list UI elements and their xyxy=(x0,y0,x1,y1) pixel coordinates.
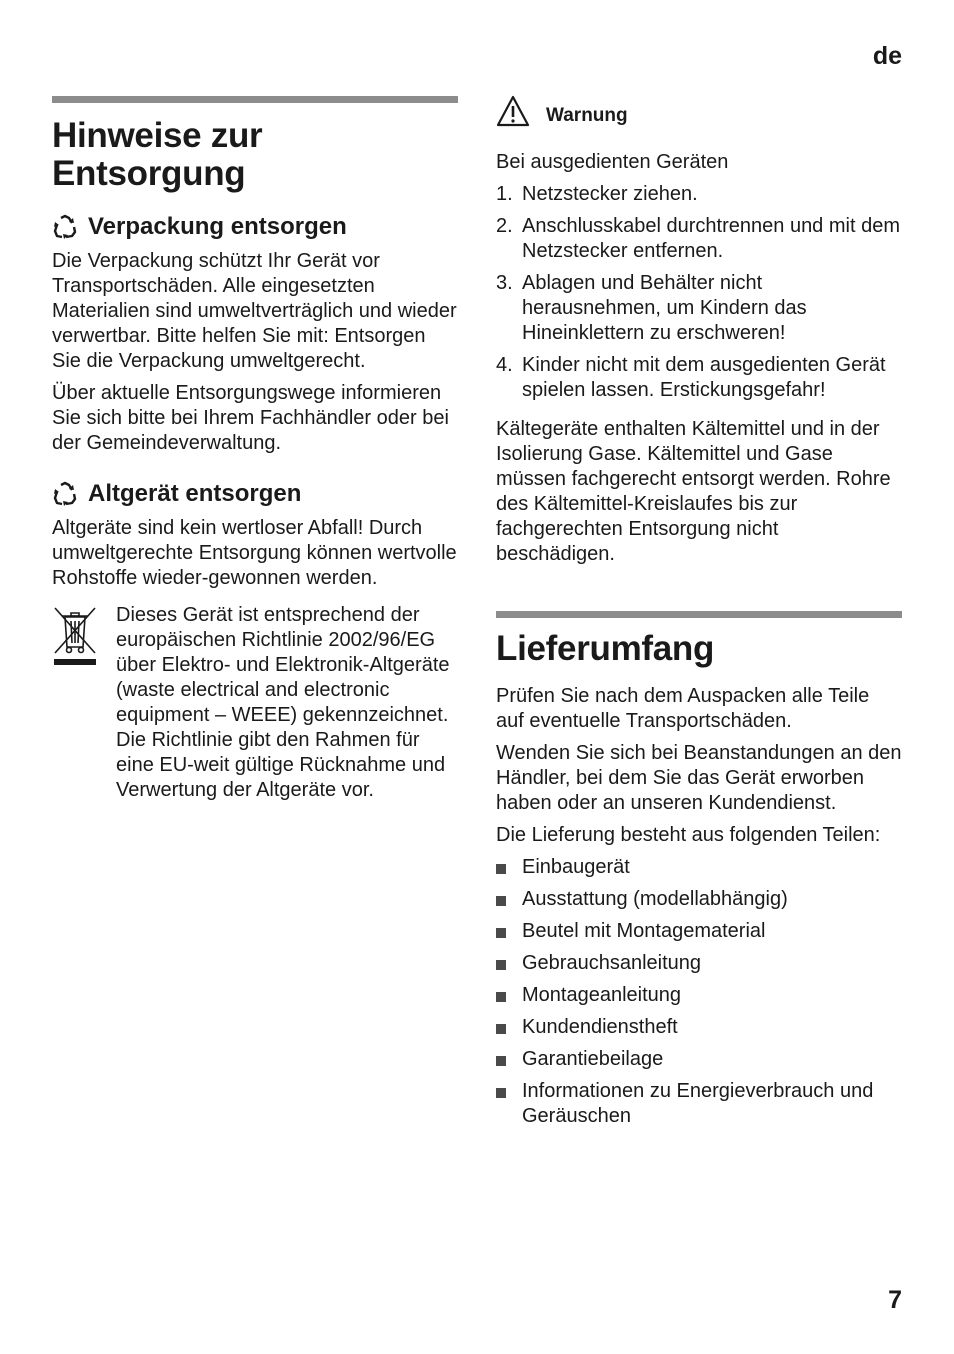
section-rule xyxy=(52,96,458,103)
packaging-paragraph-1: Die Verpackung schützt Ihr Gerät vor Transportschäden. Alle eingesetzten Materialien sind umweltverträglich und wieder verwertbar. Bitte helfen Sie mit: Entsorgen Sie die Verpackung umweltgerecht. xyxy=(52,250,457,372)
language-code: de xyxy=(872,42,902,70)
bullet-square-icon xyxy=(496,992,506,1002)
list-item: 4. Kinder nicht mit dem ausgedienten Gerät spielen lassen. Erstickungsgefahr! xyxy=(496,354,886,401)
warning-label: Warnung xyxy=(546,105,628,126)
list-item: 1. Netzstecker ziehen. xyxy=(496,183,698,205)
weee-text: Dieses Gerät ist entsprechend der europäischen Richtlinie 2002/96/EG über Elektro- und Elektronik-Altgeräte (waste electrical and electronic equipment – WEEE) gekennzeichnet. Die Richtlinie gibt den Rahmen für eine EU-weit gültige Rücknahme und Verwertung der Altgeräte vor. xyxy=(116,604,450,801)
delivery-paragraph-1: Prüfen Sie nach dem Auspacken alle Teile auf eventuelle Transportschäden. xyxy=(496,685,870,732)
disposal-title: Hinweise zur Entsorgung xyxy=(52,116,263,193)
list-item: Beutel mit Montagematerial xyxy=(496,919,902,944)
warning-header xyxy=(496,88,902,128)
list-item: Kundendienstheft xyxy=(496,1015,902,1040)
list-item: Informationen zu Energieverbrauch und Geräuschen xyxy=(496,1079,902,1129)
list-item: Einbaugerät xyxy=(496,855,902,880)
list-item: Montageanleitung xyxy=(496,983,902,1008)
recycle-icon xyxy=(52,481,78,507)
old-appliance-paragraph: Altgeräte sind kein wertloser Abfall! Durch umweltgerechte Entsorgung können wertvolle Rohstoffe wieder-gewonnen werden. xyxy=(52,517,457,589)
bullet-square-icon xyxy=(496,1024,506,1034)
weee-notice xyxy=(52,603,458,803)
packaging-heading xyxy=(52,213,458,241)
delivery-paragraph-2: Wenden Sie sich bei Beanstandungen an den Händler, bei dem Sie das Gerät erworben haben oder an unseren Kundendienst. xyxy=(496,742,902,814)
left-column xyxy=(52,96,458,827)
warning-note: Kältegeräte enthalten Kältemittel und in der Isolierung Gase. Kältemittel und Gase müssen fachgerecht entsorgt werden. Rohre des Kältemittel-Kreislaufes bis zur fachgerechten Entsorgung nicht beschädigen. xyxy=(496,418,891,565)
old-appliance-section xyxy=(52,480,458,803)
delivery-paragraph-3: Die Lieferung besteht aus folgenden Teilen: xyxy=(496,824,881,846)
delivery-section xyxy=(496,611,902,1129)
list-item: Ausstattung (modellabhängig) xyxy=(496,887,902,912)
section-rule xyxy=(496,611,902,618)
bullet-square-icon xyxy=(496,1088,506,1098)
old-appliance-heading-text: Altgerät entsorgen xyxy=(88,480,302,507)
recycle-icon xyxy=(52,214,78,240)
packaging-heading-text: Verpackung entsorgen xyxy=(88,213,347,240)
list-item: Garantiebeilage xyxy=(496,1047,902,1072)
bullet-square-icon xyxy=(496,928,506,938)
old-appliance-heading xyxy=(52,480,458,508)
crossed-out-bin-icon xyxy=(52,603,98,803)
warning-intro: Bei ausgedienten Geräten xyxy=(496,151,729,173)
delivery-title: Lieferumfang xyxy=(496,629,715,668)
bullet-square-icon xyxy=(496,1056,506,1066)
warning-triangle-icon xyxy=(496,94,530,128)
packaging-paragraph-2: Über aktuelle Entsorgungswege informieren Sie sich bitte bei Ihrem Fachhändler oder bei der Gemeindeverwaltung. xyxy=(52,382,449,454)
right-column xyxy=(496,88,902,1136)
list-item: Gebrauchsanleitung xyxy=(496,951,902,976)
warning-steps xyxy=(496,182,902,403)
bullet-square-icon xyxy=(496,864,506,874)
delivery-items xyxy=(496,855,902,1129)
list-item: 3. Ablagen und Behälter nicht herausnehmen, um Kindern das Hineinklettern zu erschweren! xyxy=(496,272,807,344)
list-item: 2. Anschlusskabel durchtrennen und mit dem Netzstecker entfernen. xyxy=(496,215,900,262)
packaging-section xyxy=(52,213,458,456)
bullet-square-icon xyxy=(496,960,506,970)
bullet-square-icon xyxy=(496,896,506,906)
page-number: 7 xyxy=(888,1286,902,1314)
